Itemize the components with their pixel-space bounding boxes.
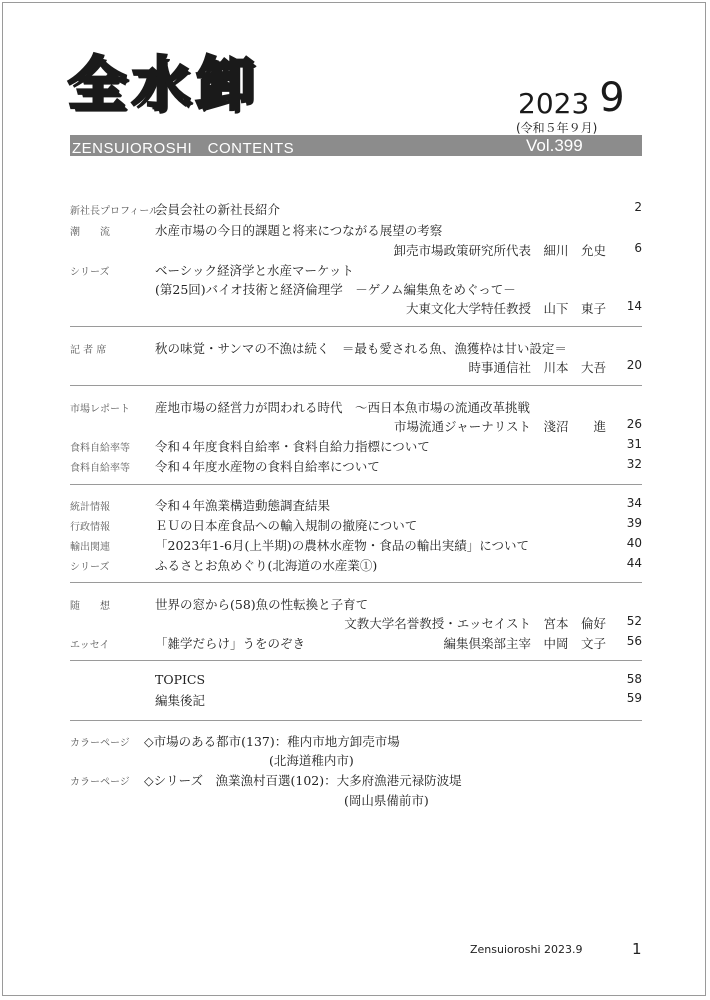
issue-month: 9 <box>599 75 625 121</box>
toc-title: 令和４年漁業構造動態調査結果 <box>155 498 331 513</box>
toc-author: 時事通信社 川本 大吾 <box>468 360 606 375</box>
toc-category: 行政情報 <box>70 522 110 533</box>
toc-entry[interactable] <box>0 280 710 298</box>
toc-entry[interactable] <box>0 417 710 435</box>
toc-title: 産地市場の経営力が問われる時代 ～西日本魚市場の流通改革挑戦 <box>155 400 531 415</box>
toc-page: 14 <box>626 299 642 313</box>
color-page-title: ◇市場のある都市(137)：稚内市地方卸売市場 <box>144 734 400 749</box>
color-page-category: カラーページ <box>70 777 130 788</box>
toc-title: 「雑学だらけ」うをのぞき <box>155 636 306 651</box>
toc-entry[interactable] <box>0 595 710 613</box>
toc-entry[interactable] <box>0 299 710 317</box>
toc-title: 令和４年度食料自給率・食料自給力指標について <box>155 439 430 454</box>
toc-page: 6 <box>634 241 642 255</box>
toc-category: 市場レポート <box>70 404 130 415</box>
toc-page: 40 <box>626 536 642 550</box>
toc-title: 編集後記 <box>155 693 206 708</box>
section-divider <box>70 720 642 721</box>
toc-entry[interactable] <box>0 437 710 455</box>
section-divider <box>70 582 642 583</box>
color-page-entry[interactable] <box>0 771 710 789</box>
toc-category: 輸出関連 <box>70 542 110 553</box>
toc-entry[interactable] <box>0 496 710 514</box>
issue-era-date: (令和５年９月) <box>516 121 598 135</box>
toc-page: 34 <box>626 496 642 510</box>
toc-category: 随 想 <box>70 601 110 612</box>
toc-entry[interactable] <box>0 221 710 239</box>
toc-title: 世界の窓から(58)魚の性転換と子育て <box>155 597 369 612</box>
toc-entry[interactable] <box>0 457 710 475</box>
issue-year: 2023 <box>518 87 590 120</box>
toc-page: 31 <box>626 437 642 451</box>
toc-page: 26 <box>626 417 642 431</box>
toc-entry[interactable] <box>0 691 710 709</box>
toc-page: 2 <box>634 200 642 214</box>
toc-author: 編集倶楽部主宰 中岡 文子 <box>443 636 606 651</box>
toc-entry[interactable] <box>0 516 710 534</box>
toc-title: (第25回)バイオ技術と経済倫理学 －ゲノム編集魚をめぐって－ <box>155 282 516 297</box>
toc-page: 58 <box>626 672 642 686</box>
toc-title: ＥＵの日本産食品への輸入規制の撤廃について <box>155 518 418 533</box>
toc-author: 市場流通ジャーナリスト 淺沼 進 <box>393 419 606 434</box>
toc-title: 水産市場の今日的課題と将来につながる展望の考察 <box>155 223 443 238</box>
toc-entry[interactable] <box>0 241 710 259</box>
contents-band <box>70 135 642 156</box>
toc-title: 「2023年1-6月(上半期)の農林水産物・食品の輸出実績」について <box>155 538 529 553</box>
toc-entry[interactable] <box>0 672 710 690</box>
toc-author: 大東文化大学特任教授 山下 東子 <box>405 301 606 316</box>
color-page-title: ◇シリーズ 漁業漁村百選(102)：大多府漁港元禄防波堤 <box>144 773 462 788</box>
toc-entry[interactable] <box>0 339 710 357</box>
toc-page: 20 <box>626 358 642 372</box>
toc-entry[interactable] <box>0 200 710 218</box>
toc-entry[interactable] <box>0 634 710 652</box>
toc-page: 39 <box>626 516 642 530</box>
toc-category: エッセイ <box>70 640 110 651</box>
section-divider <box>70 385 642 386</box>
toc-category: 食料自給率等 <box>70 443 130 454</box>
volume-number: Vol.399 <box>526 136 583 155</box>
toc-page: 56 <box>626 634 642 648</box>
toc-category: シリーズ <box>70 562 110 573</box>
toc-category: 記 者 席 <box>70 345 107 356</box>
toc-title: 秋の味覚・サンマの不漁は続く ＝最も愛される魚、漁獲枠は甘い設定＝ <box>155 341 567 356</box>
toc-category: 新社長プロフィール <box>70 206 159 217</box>
toc-category: シリーズ <box>70 267 110 278</box>
color-page-entry[interactable] <box>0 732 710 750</box>
toc-entry[interactable] <box>0 261 710 279</box>
toc-category: 潮 流 <box>70 227 110 238</box>
footer-text: Zensuioroshi 2023.9 <box>470 943 583 956</box>
toc-category: 食料自給率等 <box>70 463 130 474</box>
page-number: 1 <box>632 940 642 958</box>
toc-category: 統計情報 <box>70 502 110 513</box>
issue-date <box>518 75 625 121</box>
toc-title: ベーシック経済学と水産マーケット <box>155 263 354 278</box>
toc-author: 卸売市場政策研究所代表 細川 允史 <box>393 243 606 258</box>
toc-entry[interactable] <box>0 358 710 376</box>
toc-entry[interactable] <box>0 536 710 554</box>
toc-entry[interactable] <box>0 614 710 632</box>
toc-entry[interactable] <box>0 398 710 416</box>
toc-page: 32 <box>626 457 642 471</box>
magazine-logo: 全水卸 <box>68 50 261 118</box>
section-divider <box>70 326 642 327</box>
color-page-title: (岡山県備前市) <box>144 793 429 808</box>
toc-title: TOPICS <box>155 672 206 687</box>
color-page-category: カラーページ <box>70 738 130 749</box>
section-divider <box>70 484 642 485</box>
toc-entry[interactable] <box>0 556 710 574</box>
toc-page: 59 <box>626 691 642 705</box>
toc-title: 令和４年度水産物の食料自給率について <box>155 459 380 474</box>
color-page-title: (北海道稚内市) <box>144 753 354 768</box>
toc-title: ふるさとお魚めぐり(北海道の水産業①) <box>155 558 378 573</box>
contents-label: ZENSUIOROSHI CONTENTS <box>72 140 295 157</box>
toc-title: 会員会社の新社長紹介 <box>155 202 281 217</box>
toc-author: 文教大学名誉教授・エッセイスト 宮本 倫好 <box>344 616 606 631</box>
color-page-entry[interactable] <box>0 751 710 769</box>
toc-page: 44 <box>626 556 642 570</box>
section-divider <box>70 660 642 661</box>
color-page-entry[interactable] <box>0 791 710 809</box>
toc-page: 52 <box>626 614 642 628</box>
